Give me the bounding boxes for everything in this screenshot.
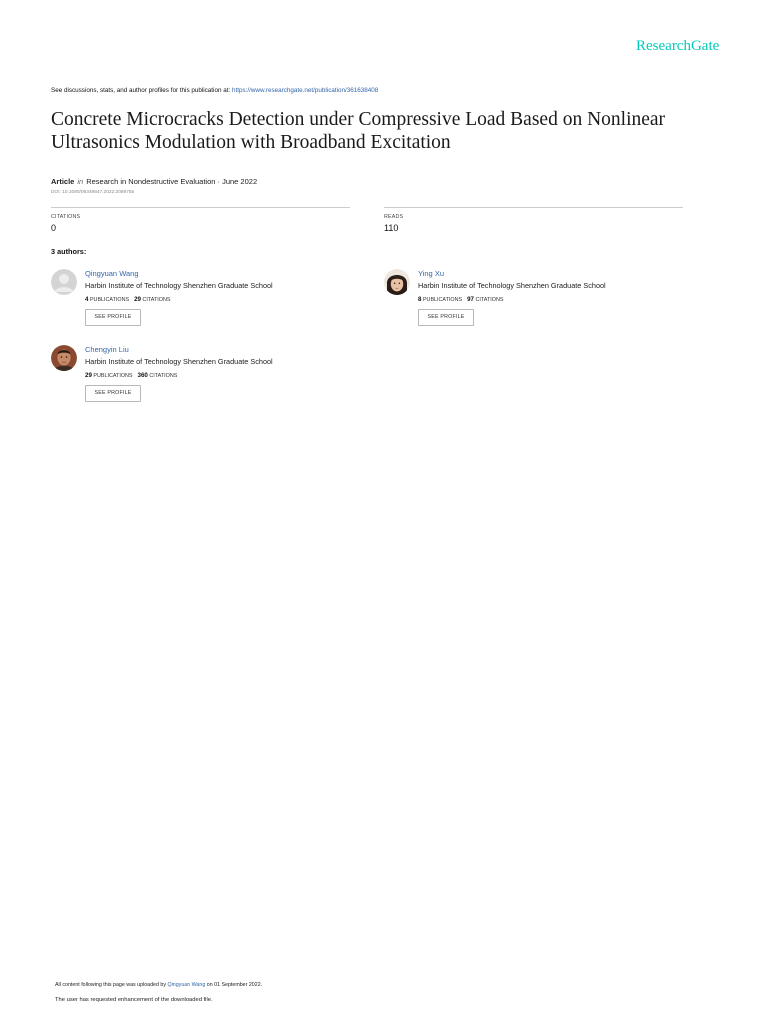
author-card — [51, 269, 351, 333]
author-card — [51, 345, 351, 409]
citations-label: CITATIONS — [475, 297, 504, 303]
see-profile-button[interactable]: SEE PROFILE — [85, 385, 141, 402]
author-stats — [85, 296, 170, 303]
upload-suffix: on 01 September 2022. — [205, 982, 263, 988]
author-institution: Harbin Institute of Technology Shenzhen Graduate School — [418, 281, 606, 290]
profile-photo[interactable] — [384, 269, 410, 295]
in-word: in — [77, 177, 84, 186]
publications-label: PUBLICATIONS — [422, 297, 463, 303]
citations-count: 97 — [467, 296, 474, 303]
upload-prefix: All content following this page was uploaded by — [55, 982, 168, 988]
venue-date: Research in Nondestructive Evaluation · June 2022 — [86, 177, 258, 186]
citations-value: 0 — [51, 223, 57, 233]
researchgate-logo[interactable]: ResearchGate — [636, 38, 720, 54]
publications-count: 29 — [85, 372, 92, 379]
author-stats — [85, 372, 177, 379]
enhancement-note: The user has requested enhancement of the downloaded file. — [55, 997, 213, 1003]
authors-heading: 3 authors: — [51, 247, 87, 256]
see-discussions-text: See discussions, stats, and author profiles for this publication at: — [51, 87, 232, 94]
citations-label: CITATIONS — [51, 214, 81, 220]
doi: DOI: 10.1080/09349847.2022.2089755 — [51, 190, 135, 195]
default-user-icon[interactable] — [51, 269, 77, 295]
author-institution: Harbin Institute of Technology Shenzhen Graduate School — [85, 357, 273, 366]
article-type: Article — [51, 177, 75, 186]
author-name[interactable]: Qingyuan Wang — [85, 269, 139, 278]
profile-photo[interactable] — [51, 345, 77, 371]
author-name[interactable]: Chengyin Liu — [85, 345, 129, 354]
reads-label: READS — [384, 214, 404, 220]
publications-count: 8 — [418, 296, 422, 303]
citations-count: 360 — [137, 372, 148, 379]
reads-divider — [384, 207, 683, 208]
citations-divider — [51, 207, 350, 208]
see-profile-button[interactable]: SEE PROFILE — [85, 309, 141, 326]
see-discussions-line — [51, 87, 378, 94]
article-title: Concrete Microcracks Detection under Compressive Load Based on Nonlinear Ultrasonics Modulation with Broadband Excitation — [51, 109, 666, 153]
article-meta — [51, 177, 257, 186]
publication-link[interactable]: https://www.researchgate.net/publication/361638408 — [231, 87, 379, 94]
citations-label: CITATIONS — [149, 373, 178, 379]
citations-count: 29 — [134, 296, 141, 303]
publications-label: PUBLICATIONS — [89, 297, 130, 303]
author-stats — [418, 296, 503, 303]
citations-label: CITATIONS — [142, 297, 171, 303]
see-profile-button[interactable]: SEE PROFILE — [418, 309, 474, 326]
publications-label: PUBLICATIONS — [93, 373, 133, 379]
reads-value: 110 — [384, 223, 399, 233]
upload-note — [55, 982, 262, 988]
author-card — [384, 269, 684, 333]
publications-count: 4 — [85, 296, 89, 303]
uploader-link[interactable]: Qingyuan Wang — [167, 982, 206, 988]
author-institution: Harbin Institute of Technology Shenzhen Graduate School — [85, 281, 273, 290]
author-name[interactable]: Ying Xu — [418, 269, 444, 278]
